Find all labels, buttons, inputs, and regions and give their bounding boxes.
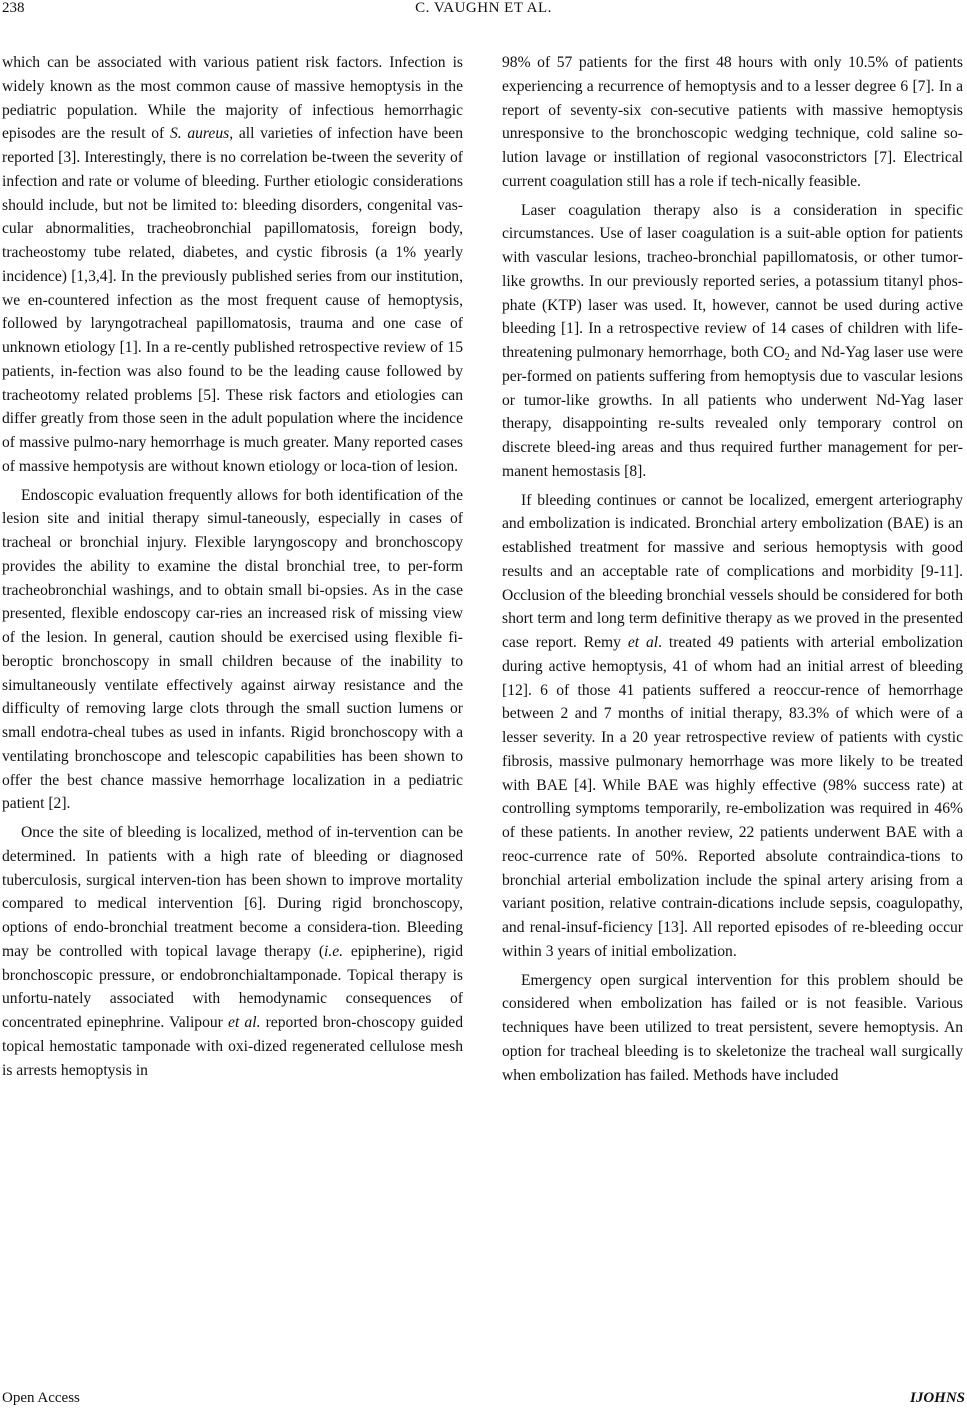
left-column: [2, 51, 463, 1082]
paragraph-surgical-intervention: Emergency open surgical intervention for this problem should be considered when embolization has failed or is not feasible. Various techniques have been utilized to treat persistent, severe hemoptysis. An option for tracheal bleeding is to skeletonize the tracheal wall surgically when embolization has failed. Methods have included: [502, 971, 963, 1084]
open-access-label: Open Access: [2, 1390, 80, 1406]
page-number: 238: [2, 0, 25, 16]
journal-name: IJOHNS: [909, 1390, 965, 1406]
page-header: [0, 0, 967, 30]
paragraph-embolization: If bleeding continues or cannot be localized, emergent arteriography and embolization is indicated. Bronchial artery embolization (BAE) is an established treatment for massive and serious hemoptysis with good results and an acceptable rate of complications and morbidity [9-11]. Occlusion of the bleeding bronchial vessels should be considered for both short term and long term definitive therapy as we proved in the presented case report. Remy et al. treated 49 patients with arterial embolization during active hemoptysis, 41 of whom had an initial arrest of bleeding [12]. 6 of those 41 patients suffered a reoccur-rence of hemorrhage between 2 and 7 months of initial therapy, 83.3% of which were of a lesser severity. In a 20 year retrospective review of patients with cystic fibrosis, massive pulmonary hemorrhage was more likely to be treated with BAE [4]. While BAE was highly effective (98% success rate) at controlling symptoms temporarily, re-embolization was required in 46% of these patients. In another review, 22 patients underwent BAE with a reoc-currence rate of 50%. Reported absolute contraindica-tions to bronchial arterial embolization include the spinal artery arising from a variant position, relative contrain-dications include sepsis, coagulopathy, and renal-insuf-ficiency [13]. All reported episodes of re-bleeding occur within 3 years of initial embolization.: [502, 491, 963, 960]
paragraph-topical-results: 98% of 57 patients for the first 48 hours with only 10.5% of patients experiencing a recurrence of hemoptysis and to a lesser degree 6 [7]. In a report of seventy-six con-secutive patients with massive hemoptysis unresponsive to the bronchoscopic wedging technique, cold saline so-lution lavage or instillation of regional vasoconstrictors [7]. Electrical current coagulation still has a role if tech-nically feasible.: [502, 54, 963, 190]
paragraph-laser-coagulation: Laser coagulation therapy also is a consideration in specific circumstances. Use of laser coagulation is a suit-able option for patients with vascular lesions, tracheo-bronchial papillomatosis, or other tumor-like growths. In our previously reported series, a potassium titanyl phos-phate (KTP) laser was used. It, however, cannot be used during active bleeding [1]. In a retrospective review of 14 cases of children with life-threatening pulmonary hemorrhage, both $CO_2$ and Nd-Yag laser use were per-formed on patients suffering from hemoptysis due to vascular lesions or tumor-like growths. In all patients who underwent Nd-Yag laser therapy, disappointing re-sults revealed only temporary control on discrete bleed-ing areas and thus required further management for per-manent hemostasis [8].: [502, 201, 963, 480]
right-column: [502, 51, 963, 1087]
paragraph-intervention: Once the site of bleeding is localized, method of in-tervention can be determined. In patients with a high rate of bleeding or diagnosed tuberculosis, surgical interven-tion has been shown to improve mortality compared to medical intervention [6]. During rigid bronchoscopy, options of endo-bronchial treatment become a considera-tion. Bleeding may be controlled with topical lavage therapy (i.e. epipherine), rigid bronchoscopic pressure, or endobronchialtamponade. Topical therapy is unfortu-nately associated with hemodynamic consequences of concentrated epinephrine. Valipour et al. reported bron-choscopy guided topical hemostatic tamponade with oxi-dized regenerated cellulose mesh is arrests hemoptysis in: [2, 824, 463, 1079]
running-title: C. VAUGHN ET AL.: [415, 0, 552, 16]
paragraph-endoscopic-evaluation: Endoscopic evaluation frequently allows for both identification of the lesion site and initial therapy simul-taneously, especially in cases of tracheal or bronchial injury. Flexible laryngoscopy and bronchoscopy provides the ability to examine the distal bronchial tree, to per-form tracheobronchial washings, and to obtain small bi-opsies. As in the case presented, flexible endoscopy car-ries an increased risk of missing view of the lesion. In general, caution should be exercised using flexible fi-beroptic bronchoscopy in small children because of the inability to simultaneously ventilate effectively against airway resistance and the difficulty of removing large clots through the small suction lumens or small endotra-cheal tubes as used in infants. Rigid bronchoscopy with a ventilating bronchoscope and telescopic capabilities has been shown to offer the best chance massive hemorrhage localization in a pediatric patient [2].: [2, 486, 463, 813]
paragraph-etiology: which can be associated with various patient risk factors. Infection is widely known as the most common cause of massive hemoptysis in the pediatric population. While the majority of infectious hemorrhagic episodes are the result of S. aureus, all varieties of infection have been reported [3]. Interestingly, there is no correlation be-tween the severity of infection and rate or volume of bleeding. Further etiologic considerations should include, but not be limited to: bleeding disorders, congenital vas-cular abnormalities, tracheobronchial papillomatosis, foreign body, tracheostomy tube related, diabetes, and cystic fibrosis (a 1% yearly incidence) [1,3,4]. In the previously published series from our institution, we en-countered infection as the most frequent cause of hemoptysis, followed by laryngotracheal papillomatosis, trauma and one case of unknown etiology [1]. In a re-cently published retrospective review of 15 patients, in-fection was also found to be the leading cause followed by tracheotomy related problems [5]. These risk factors and etiologies can differ greatly from those seen in the adult population where the incidence of massive pulmo-nary hemorrhage is much greater. Many reported cases of massive hempotysis are without known etiology or loca-tion of lesion.: [2, 54, 464, 475]
